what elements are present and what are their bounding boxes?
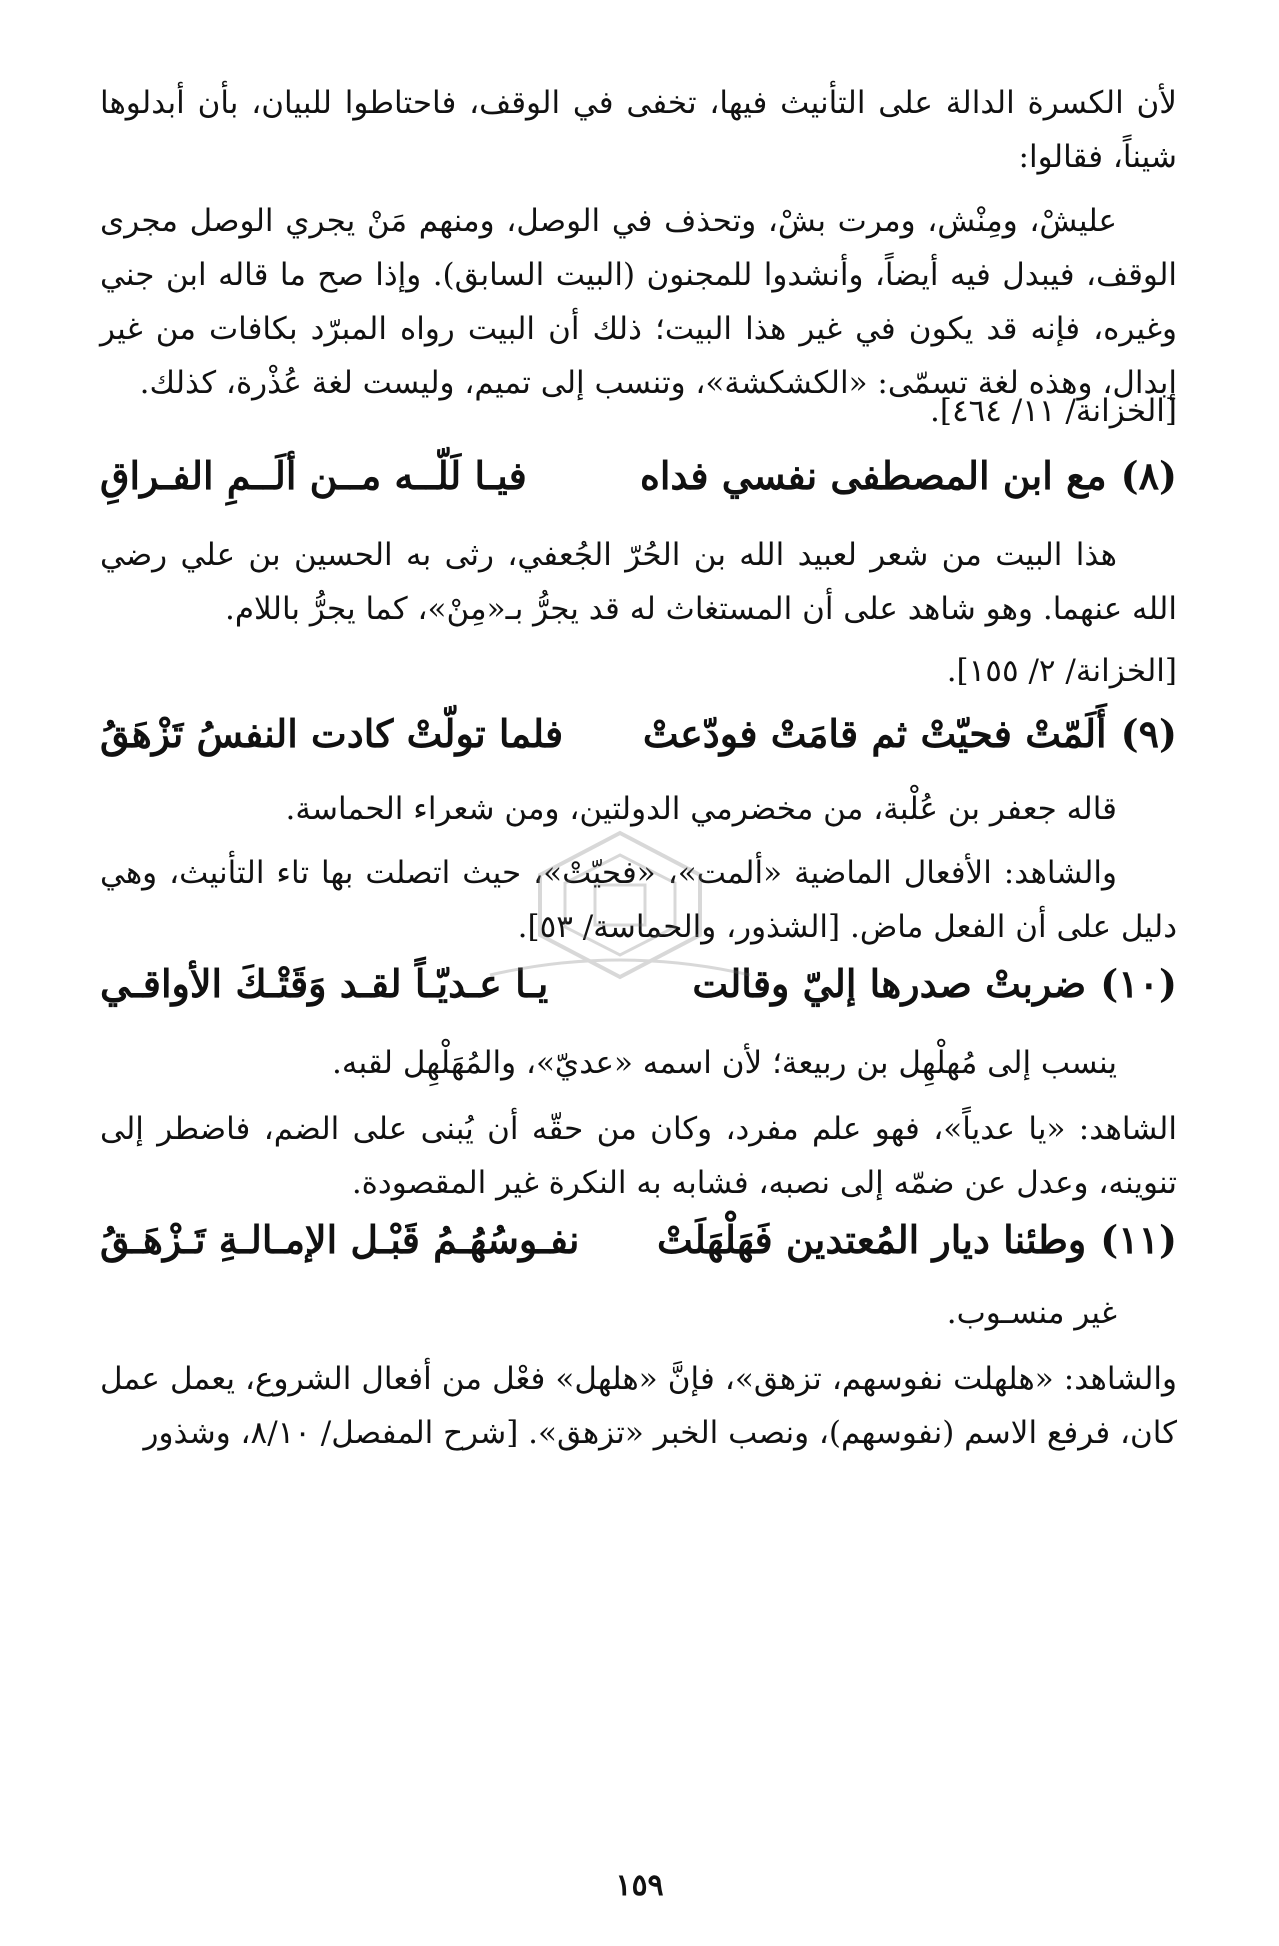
verse-second-hemistich: فيـا لَلّــه مــن ألَــمِ الفـراقِ xyxy=(100,453,527,498)
verse-second-hemistich: فلما تولّتْ كادت النفسُ تَزْهَقُ xyxy=(100,711,564,756)
verse-second-hemistich: يـا عـديّـاً لقـد وَقَتْـكَ الأواقـي xyxy=(100,961,549,1006)
paragraph-4: قاله جعفر بن عُلْبة، من مخضرمي الدولتين، ومن شعراء الحماسة. xyxy=(285,791,1117,827)
verse-number: (٨) xyxy=(1120,453,1177,498)
verse-9 xyxy=(100,706,1177,762)
paragraph-1: لأن الكسرة الدالة على التأنيث فيها، تخفى في الوقف، فاحتاطوا للبيان، بأن أبدلوها شيناً، فقالوا: xyxy=(100,85,1177,175)
paragraph-2: عليشْ، ومِنْش، ومرت بشْ، وتحذف في الوصل، ومنهم مَنْ يجري الوصل مجرى الوقف، فيبدل فيه أيضاً، وأنشدوا للمجنون (البيت السابق). وإذا صح ما قاله ابن جني وغيره، فإنه قد يكون في غير هذا البيت؛ ذلك أن البيت رواه المبرّد بكافات من غير إبدال، وهذه لغة تسمّى: «الكشكشة»، وتنسب إلى تميم، وليست لغة عُذْرة، كذلك. xyxy=(100,203,1177,401)
verse-first-hemistich: ضربتْ صدرها إليّ وقالت xyxy=(692,961,1087,1006)
paragraph-8: غير منسـوب. xyxy=(946,1295,1117,1331)
paragraph-5: والشاهد: الأفعال الماضية «ألمت»، «فحيّتْ»، حيث اتصلت بها تاء التأنيث، وهي دليل على أن الفعل ماض. [الشذور، والحماسة/ ٥٣]. xyxy=(100,855,1177,945)
verse-first-hemistich: أَلَمّتْ فحيّتْ ثم قامَتْ فودّعتْ xyxy=(642,711,1107,756)
paragraph-3: هذا البيت من شعر لعبيد الله بن الحُرّ الجُعفي، رثى به الحسين بن علي رضي الله عنهما. وهو شاهد على أن المستغاث له قد يجرُّ بـ«مِنْ»، كما يجرُّ باللام. xyxy=(100,537,1177,627)
paragraph-9: والشاهد: «هلهلت نفوسهم، تزهق»، فإنَّ «هلهل» فعْل من أفعال الشروع، يعمل عمل كان، فرفع الاسم (نفوسهم)، ونصب الخبر «تزهق». [شرح المفصل/ ٨/١٠، وشذور xyxy=(100,1361,1177,1451)
paragraph-7: الشاهد: «يا عدياً»، فهو علم مفرد، وكان من حقّه أن يُبنى على الضم، فاضطر إلى تنوينه، وعدل عن ضمّه إلى نصبه، فشابه به النكرة غير المقصودة. xyxy=(100,1111,1177,1201)
verse-8 xyxy=(100,448,1177,504)
page-number: ١٥٩ xyxy=(615,1868,664,1903)
reference-1: [الخزانة/ ١١/ ٤٦٤]. xyxy=(930,393,1177,429)
verse-first-hemistich: مع ابن المصطفى نفسي فداه xyxy=(639,453,1107,498)
watermark-seal-icon xyxy=(470,825,770,985)
verse-second-hemistich: نفـوسُهُـمُ قَبْـل الإمـالـةِ تَـزْهَـقُ xyxy=(100,1217,580,1262)
reference-2: [الخزانة/ ٢/ ١٥٥]. xyxy=(946,653,1177,689)
verse-11 xyxy=(100,1212,1177,1268)
verse-number: (١٠) xyxy=(1100,961,1177,1006)
paragraph-6: ينسب إلى مُهلْهِل بن ربيعة؛ لأن اسمه «عديّ»، والمُهَلْهِل لقبه. xyxy=(332,1045,1117,1081)
verse-number: (١١) xyxy=(1100,1217,1177,1262)
verse-first-hemistich: وطئنا ديار المُعتدين فَهَلْهَلَتْ xyxy=(656,1217,1087,1262)
verse-number: (٩) xyxy=(1120,711,1177,756)
